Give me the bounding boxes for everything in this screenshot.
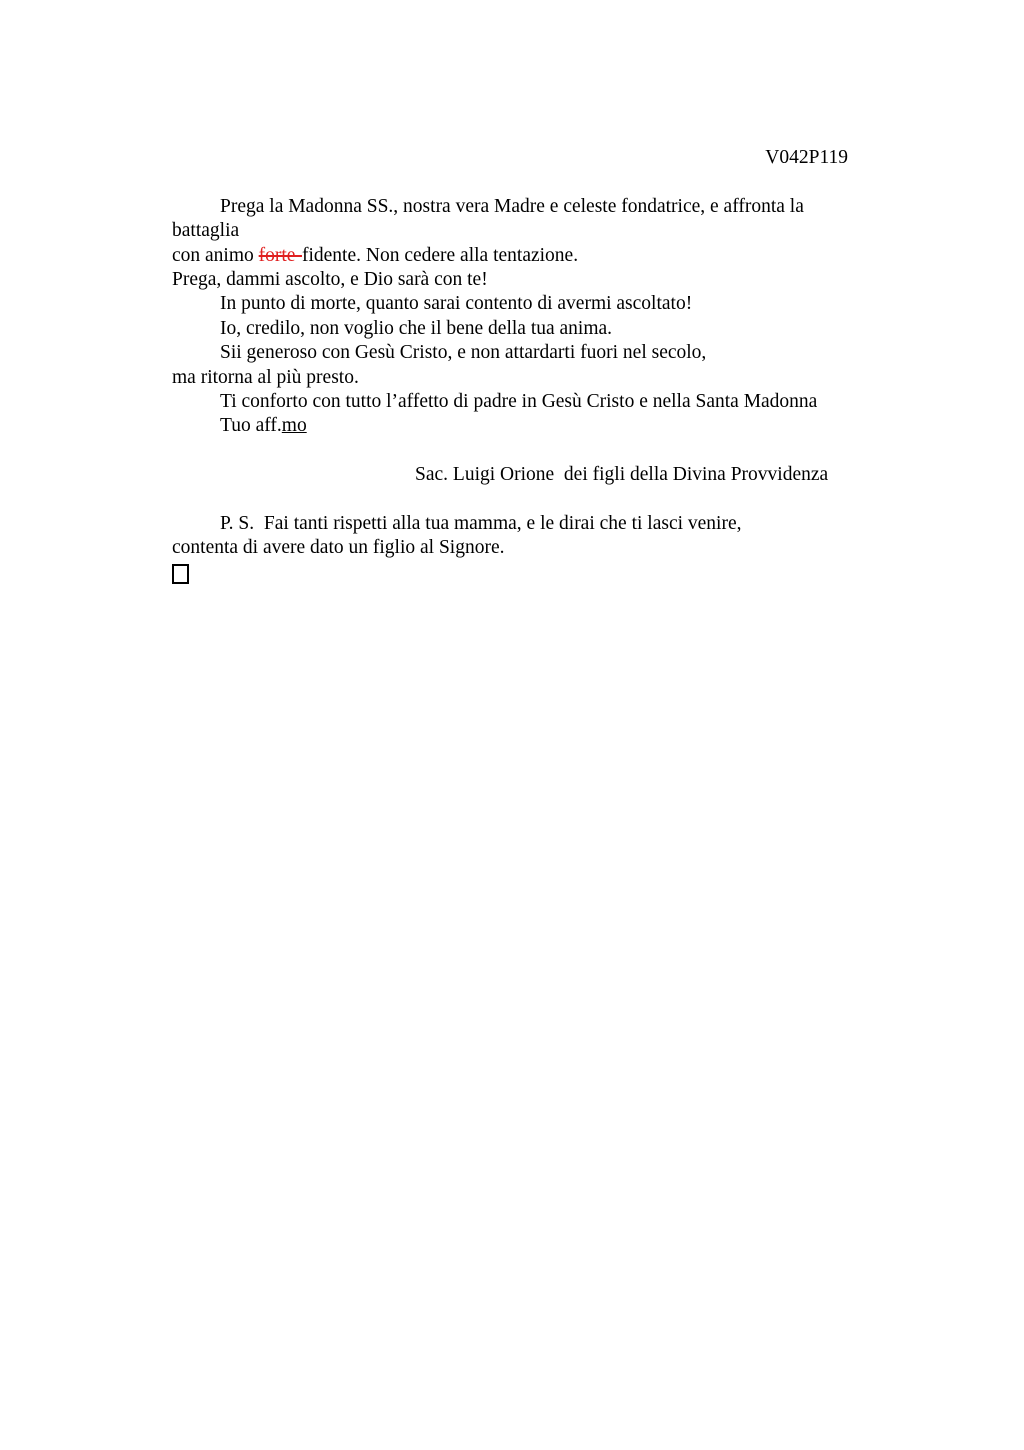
postscript-line-1: P. S. Fai tanti rispetti alla tua mamma, e le dirai che ti lasci venire,: [220, 513, 742, 535]
blank-line: [172, 439, 848, 463]
letter-page: [172, 146, 848, 585]
postscript-line-2: contenta di avere dato un figlio al Signore.: [172, 537, 505, 559]
blank-line: [172, 170, 848, 194]
signature-line: Sac. Luigi Orione dei figli della Divina Provvidenza: [415, 464, 829, 486]
body-line-6: Io, credilo, non voglio che il bene della tua anima.: [220, 317, 613, 339]
body-line-3: [172, 244, 848, 268]
body-line-1: Prega la Madonna SS., nostra vera Madre e celeste fondatrice, e affronta la: [220, 195, 804, 217]
closing-underlined-suffix: mo: [281, 415, 307, 437]
closing-line: [172, 414, 848, 438]
struck-word: forte-: [258, 244, 302, 266]
document-code: V042P119: [765, 147, 848, 168]
body-line-3-pre: con animo: [172, 244, 259, 266]
body-line-9: Ti conforto con tutto l’affetto di padre in Gesù Cristo e nella Santa Madonna: [220, 391, 818, 413]
body-line-5: In punto di morte, quanto sarai contento di avermi ascoltato!: [220, 293, 693, 315]
body-line-7: Sii generoso con Gesù Cristo, e non attardarti fuori nel secolo,: [220, 342, 707, 364]
body-line-4: Prega, dammi ascolto, e Dio sarà con te!: [172, 269, 488, 291]
body-line-8: ma ritorna al più presto.: [172, 366, 359, 388]
empty-box-glyph: [172, 564, 189, 584]
body-line-3-post: fidente. Non cedere alla tentazione.: [301, 244, 579, 266]
body-line-2: battaglia: [172, 220, 240, 242]
closing-pre: Tuo aff.: [220, 415, 282, 437]
box-glyph-line: [172, 561, 848, 585]
blank-line: [172, 488, 848, 512]
